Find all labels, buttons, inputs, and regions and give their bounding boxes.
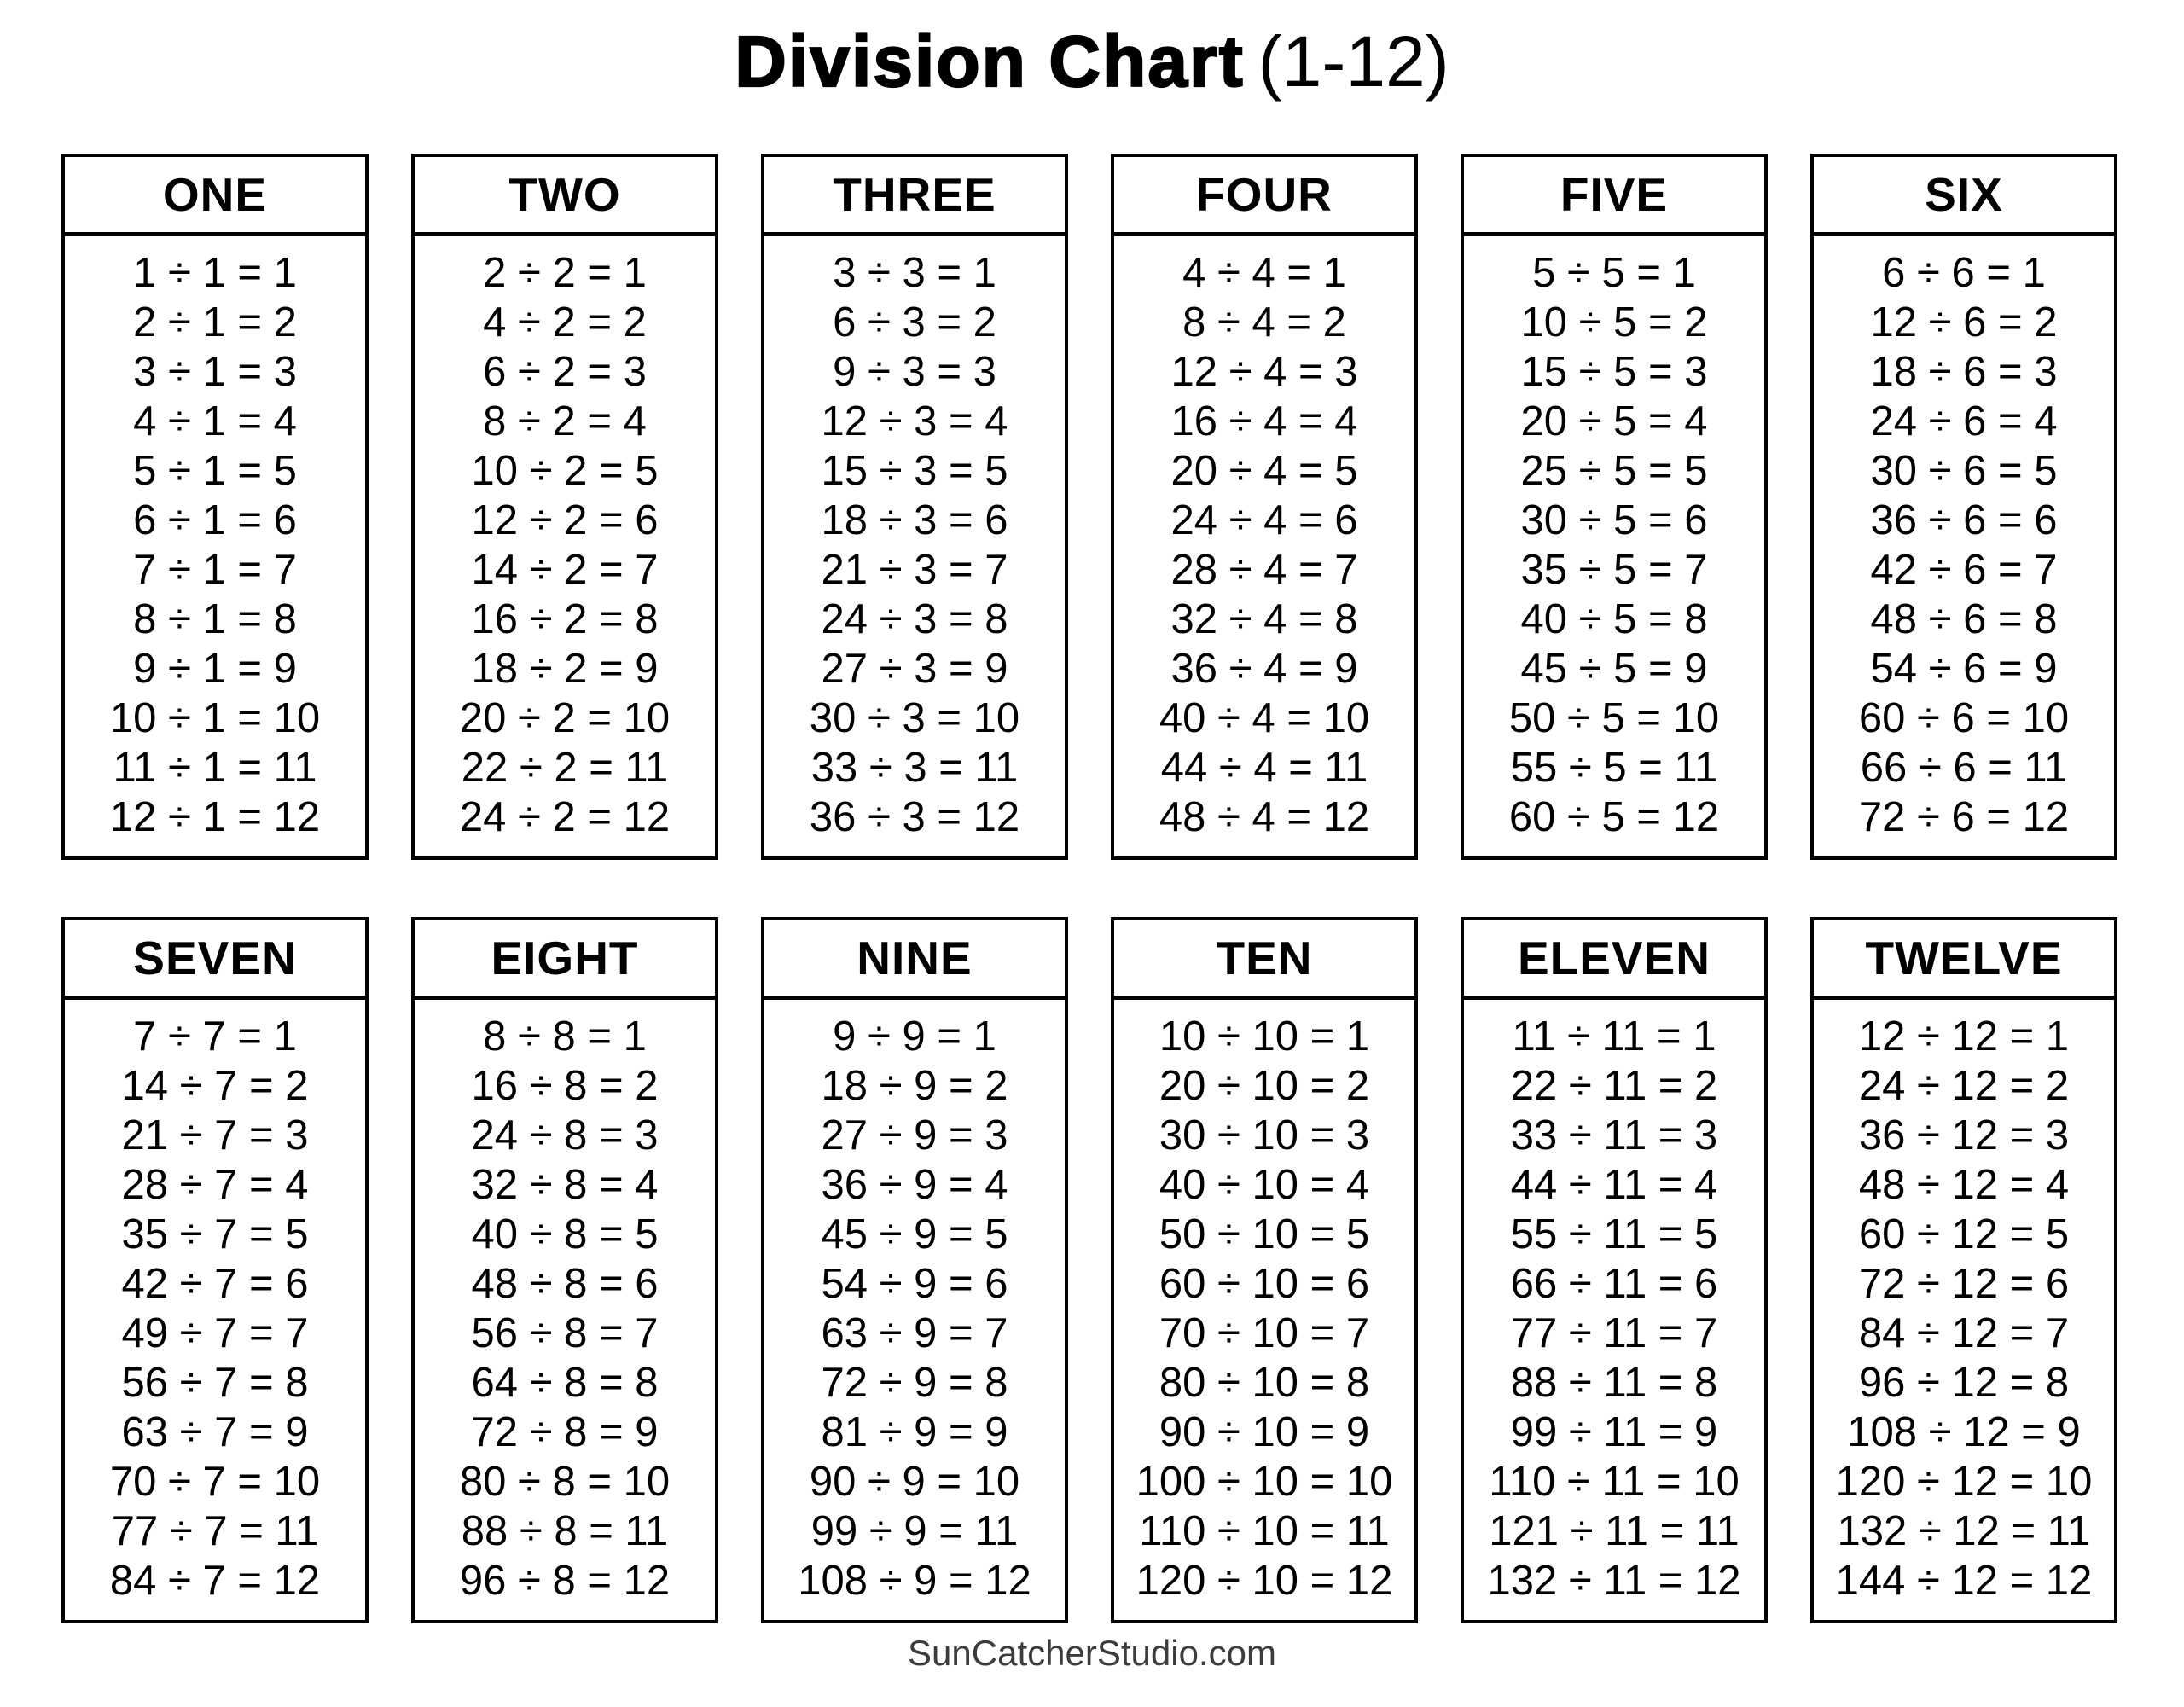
equation-row: 10 ÷ 2 = 5 [471, 448, 659, 494]
equation-row: 24 ÷ 2 = 12 [459, 794, 671, 840]
equation-row: 14 ÷ 7 = 2 [121, 1063, 309, 1109]
table-six-header [1814, 157, 2114, 236]
division-table-eight [411, 917, 718, 1623]
equation-row: 30 ÷ 5 = 6 [1520, 497, 1708, 543]
equation-row: 10 ÷ 1 = 10 [109, 695, 321, 741]
table-twelve-header [1814, 920, 2114, 1000]
page-title-main: Division Chart [735, 21, 1245, 102]
equation-row: 35 ÷ 7 = 5 [121, 1211, 309, 1257]
equation-row: 8 ÷ 8 = 1 [483, 1013, 647, 1060]
equation-row: 6 ÷ 2 = 3 [483, 349, 647, 395]
equation-row: 108 ÷ 12 = 9 [1847, 1409, 2081, 1455]
equation-row: 99 ÷ 9 = 11 [810, 1508, 1019, 1554]
equation-row: 4 ÷ 4 = 1 [1182, 250, 1346, 296]
equation-row: 77 ÷ 11 = 7 [1510, 1310, 1718, 1356]
equation-row: 7 ÷ 1 = 7 [133, 547, 297, 593]
equation-row: 108 ÷ 9 = 12 [798, 1558, 1031, 1604]
equation-row: 84 ÷ 12 = 7 [1858, 1310, 2070, 1356]
equation-row: 63 ÷ 7 = 9 [121, 1409, 309, 1455]
equation-row: 90 ÷ 10 = 9 [1159, 1409, 1370, 1455]
equation-row: 81 ÷ 9 = 9 [821, 1409, 1008, 1455]
equation-row: 4 ÷ 1 = 4 [133, 398, 297, 444]
equation-row: 132 ÷ 12 = 11 [1837, 1508, 2091, 1554]
equation-row: 33 ÷ 3 = 11 [810, 745, 1019, 791]
table-eight-equations [415, 1000, 715, 1620]
equation-row: 56 ÷ 8 = 7 [471, 1310, 659, 1356]
equation-row: 12 ÷ 6 = 2 [1870, 299, 2058, 345]
equation-row: 25 ÷ 5 = 5 [1520, 448, 1708, 494]
table-two-equations [415, 236, 715, 856]
footer [0, 1632, 2184, 1675]
equation-row: 80 ÷ 8 = 10 [459, 1459, 671, 1505]
table-six-title: SIX [1925, 168, 2003, 221]
division-table-seven [61, 917, 369, 1623]
equation-row: 121 ÷ 11 = 11 [1489, 1508, 1740, 1554]
equation-row: 9 ÷ 3 = 3 [833, 349, 996, 395]
equation-row: 2 ÷ 2 = 1 [483, 250, 647, 296]
equation-row: 55 ÷ 5 = 11 [1510, 745, 1718, 791]
equation-row: 18 ÷ 6 = 3 [1870, 349, 2058, 395]
equation-row: 30 ÷ 6 = 5 [1870, 448, 2058, 494]
equation-row: 72 ÷ 6 = 12 [1858, 794, 2070, 840]
equation-row: 44 ÷ 11 = 4 [1510, 1162, 1718, 1208]
equation-row: 48 ÷ 12 = 4 [1858, 1162, 2070, 1208]
equation-row: 72 ÷ 12 = 6 [1858, 1261, 2070, 1307]
equation-row: 50 ÷ 10 = 5 [1159, 1211, 1370, 1257]
equation-row: 28 ÷ 4 = 7 [1170, 547, 1358, 593]
equation-row: 44 ÷ 4 = 11 [1160, 745, 1368, 791]
equation-row: 8 ÷ 1 = 8 [133, 596, 297, 642]
equation-row: 6 ÷ 3 = 2 [833, 299, 996, 345]
equation-row: 6 ÷ 1 = 6 [133, 497, 297, 543]
equation-row: 5 ÷ 1 = 5 [133, 448, 297, 494]
equation-row: 3 ÷ 1 = 3 [133, 349, 297, 395]
equation-row: 12 ÷ 1 = 12 [109, 794, 321, 840]
table-five-title: FIVE [1560, 168, 1669, 221]
division-table-three [761, 154, 1068, 860]
equation-row: 27 ÷ 3 = 9 [821, 646, 1008, 692]
equation-row: 18 ÷ 9 = 2 [821, 1063, 1008, 1109]
equation-row: 16 ÷ 4 = 4 [1170, 398, 1358, 444]
equation-row: 12 ÷ 4 = 3 [1170, 349, 1358, 395]
equation-row: 30 ÷ 3 = 10 [809, 695, 1020, 741]
table-three-header [764, 157, 1065, 236]
table-three-equations [764, 236, 1065, 856]
equation-row: 36 ÷ 3 = 12 [809, 794, 1020, 840]
equation-row: 60 ÷ 6 = 10 [1858, 695, 2070, 741]
equation-row: 60 ÷ 12 = 5 [1858, 1211, 2070, 1257]
equation-row: 3 ÷ 3 = 1 [833, 250, 996, 296]
table-ten-equations [1114, 1000, 1414, 1620]
equation-row: 24 ÷ 4 = 6 [1170, 497, 1358, 543]
tables-grid [0, 154, 2184, 1623]
equation-row: 16 ÷ 8 = 2 [471, 1063, 659, 1109]
table-two-title: TWO [508, 168, 621, 221]
equation-row: 21 ÷ 7 = 3 [121, 1112, 309, 1158]
table-four-equations [1114, 236, 1414, 856]
equation-row: 4 ÷ 2 = 2 [483, 299, 647, 345]
equation-row: 110 ÷ 10 = 11 [1139, 1508, 1390, 1554]
equation-row: 40 ÷ 10 = 4 [1159, 1162, 1370, 1208]
equation-row: 100 ÷ 10 = 10 [1136, 1459, 1393, 1505]
equation-row: 32 ÷ 8 = 4 [471, 1162, 659, 1208]
equation-row: 24 ÷ 8 = 3 [471, 1112, 659, 1158]
equation-row: 11 ÷ 11 = 1 [1512, 1013, 1716, 1060]
table-nine-title: NINE [857, 932, 973, 984]
equation-row: 54 ÷ 9 = 6 [821, 1261, 1008, 1307]
equation-row: 11 ÷ 1 = 11 [113, 745, 317, 791]
table-six-equations [1814, 236, 2114, 856]
equation-row: 60 ÷ 10 = 6 [1159, 1261, 1370, 1307]
equation-row: 48 ÷ 4 = 12 [1159, 794, 1370, 840]
division-table-one [61, 154, 369, 860]
equation-row: 10 ÷ 10 = 1 [1159, 1013, 1370, 1060]
equation-row: 45 ÷ 9 = 5 [821, 1211, 1008, 1257]
page-title-range: (1-12) [1258, 21, 1449, 102]
footer-site-text: SunCatcherStudio.com [908, 1633, 1276, 1673]
equation-row: 56 ÷ 7 = 8 [121, 1360, 309, 1406]
table-nine-equations [764, 1000, 1065, 1620]
equation-row: 66 ÷ 6 = 11 [1860, 745, 2068, 791]
table-ten-title: TEN [1216, 932, 1313, 984]
equation-row: 33 ÷ 11 = 3 [1510, 1112, 1718, 1158]
equation-row: 14 ÷ 2 = 7 [471, 547, 659, 593]
table-eight-header [415, 920, 715, 1000]
table-nine-header [764, 920, 1065, 1000]
equation-row: 144 ÷ 12 = 12 [1835, 1558, 2093, 1604]
equation-row: 42 ÷ 6 = 7 [1870, 547, 2058, 593]
table-twelve-equations [1814, 1000, 2114, 1620]
table-one-title: ONE [162, 168, 268, 221]
equation-row: 99 ÷ 11 = 9 [1510, 1409, 1718, 1455]
division-table-nine [761, 917, 1068, 1623]
table-three-title: THREE [833, 168, 996, 221]
equation-row: 20 ÷ 2 = 10 [459, 695, 671, 741]
equation-row: 15 ÷ 3 = 5 [821, 448, 1008, 494]
table-ten-header [1114, 920, 1414, 1000]
equation-row: 18 ÷ 3 = 6 [821, 497, 1008, 543]
division-table-five [1461, 154, 1768, 860]
equation-row: 7 ÷ 7 = 1 [133, 1013, 297, 1060]
equation-row: 12 ÷ 2 = 6 [471, 497, 659, 543]
table-two-header [415, 157, 715, 236]
equation-row: 10 ÷ 5 = 2 [1520, 299, 1708, 345]
equation-row: 90 ÷ 9 = 10 [809, 1459, 1020, 1505]
equation-row: 20 ÷ 4 = 5 [1170, 448, 1358, 494]
equation-row: 12 ÷ 12 = 1 [1858, 1013, 2070, 1060]
equation-row: 63 ÷ 9 = 7 [821, 1310, 1008, 1356]
equation-row: 36 ÷ 12 = 3 [1858, 1112, 2070, 1158]
equation-row: 42 ÷ 7 = 6 [121, 1261, 309, 1307]
table-eight-title: EIGHT [491, 932, 639, 984]
equation-row: 18 ÷ 2 = 9 [471, 646, 659, 692]
equation-row: 70 ÷ 10 = 7 [1159, 1310, 1370, 1356]
equation-row: 88 ÷ 11 = 8 [1510, 1360, 1718, 1406]
equation-row: 16 ÷ 2 = 8 [471, 596, 659, 642]
equation-row: 60 ÷ 5 = 12 [1508, 794, 1720, 840]
table-eleven-equations [1464, 1000, 1764, 1620]
equation-row: 28 ÷ 7 = 4 [121, 1162, 309, 1208]
table-eleven-header [1464, 920, 1764, 1000]
equation-row: 8 ÷ 4 = 2 [1182, 299, 1346, 345]
equation-row: 45 ÷ 5 = 9 [1520, 646, 1708, 692]
equation-row: 48 ÷ 6 = 8 [1870, 596, 2058, 642]
equation-row: 32 ÷ 4 = 8 [1170, 596, 1358, 642]
equation-row: 35 ÷ 5 = 7 [1520, 547, 1708, 593]
division-table-eleven [1461, 917, 1768, 1623]
equation-row: 72 ÷ 8 = 9 [471, 1409, 659, 1455]
equation-row: 55 ÷ 11 = 5 [1510, 1211, 1718, 1257]
table-five-equations [1464, 236, 1764, 856]
equation-row: 54 ÷ 6 = 9 [1870, 646, 2058, 692]
equation-row: 132 ÷ 11 = 12 [1487, 1558, 1741, 1604]
table-four-title: FOUR [1196, 168, 1333, 221]
equation-row: 24 ÷ 12 = 2 [1858, 1063, 2070, 1109]
table-seven-equations [65, 1000, 365, 1620]
table-seven-title: SEVEN [133, 932, 297, 984]
table-twelve-title: TWELVE [1865, 932, 2063, 984]
equation-row: 24 ÷ 6 = 4 [1870, 398, 2058, 444]
equation-row: 84 ÷ 7 = 12 [109, 1558, 321, 1604]
equation-row: 27 ÷ 9 = 3 [821, 1112, 1008, 1158]
equation-row: 40 ÷ 8 = 5 [471, 1211, 659, 1257]
division-table-ten [1111, 917, 1418, 1623]
table-one-equations [65, 236, 365, 856]
equation-row: 2 ÷ 1 = 2 [133, 299, 297, 345]
equation-row: 40 ÷ 5 = 8 [1520, 596, 1708, 642]
table-four-header [1114, 157, 1414, 236]
equation-row: 9 ÷ 9 = 1 [833, 1013, 996, 1060]
equation-row: 20 ÷ 5 = 4 [1520, 398, 1708, 444]
equation-row: 96 ÷ 12 = 8 [1858, 1360, 2070, 1406]
equation-row: 110 ÷ 11 = 10 [1489, 1459, 1740, 1505]
division-chart-page [0, 21, 2184, 1675]
equation-row: 1 ÷ 1 = 1 [133, 250, 297, 296]
equation-row: 15 ÷ 5 = 3 [1520, 349, 1708, 395]
equation-row: 21 ÷ 3 = 7 [821, 547, 1008, 593]
table-five-header [1464, 157, 1764, 236]
equation-row: 36 ÷ 6 = 6 [1870, 497, 2058, 543]
division-table-twelve [1810, 917, 2117, 1623]
equation-row: 36 ÷ 4 = 9 [1170, 646, 1358, 692]
division-table-six [1810, 154, 2117, 860]
equation-row: 77 ÷ 7 = 11 [111, 1508, 319, 1554]
equation-row: 96 ÷ 8 = 12 [459, 1558, 671, 1604]
division-table-four [1111, 154, 1418, 860]
equation-row: 22 ÷ 2 = 11 [461, 745, 669, 791]
table-seven-header [65, 920, 365, 1000]
equation-row: 70 ÷ 7 = 10 [109, 1459, 321, 1505]
equation-row: 48 ÷ 8 = 6 [471, 1261, 659, 1307]
equation-row: 22 ÷ 11 = 2 [1510, 1063, 1718, 1109]
equation-row: 12 ÷ 3 = 4 [821, 398, 1008, 444]
equation-row: 64 ÷ 8 = 8 [471, 1360, 659, 1406]
equation-row: 36 ÷ 9 = 4 [821, 1162, 1008, 1208]
equation-row: 9 ÷ 1 = 9 [133, 646, 297, 692]
equation-row: 66 ÷ 11 = 6 [1510, 1261, 1718, 1307]
equation-row: 5 ÷ 5 = 1 [1532, 250, 1696, 296]
table-one-header [65, 157, 365, 236]
equation-row: 8 ÷ 2 = 4 [483, 398, 647, 444]
page-title [0, 21, 2184, 102]
equation-row: 6 ÷ 6 = 1 [1882, 250, 2046, 296]
equation-row: 80 ÷ 10 = 8 [1159, 1360, 1370, 1406]
table-eleven-title: ELEVEN [1517, 932, 1711, 984]
equation-row: 30 ÷ 10 = 3 [1159, 1112, 1370, 1158]
equation-row: 20 ÷ 10 = 2 [1159, 1063, 1370, 1109]
equation-row: 40 ÷ 4 = 10 [1159, 695, 1370, 741]
equation-row: 120 ÷ 10 = 12 [1136, 1558, 1393, 1604]
division-table-two [411, 154, 718, 860]
equation-row: 49 ÷ 7 = 7 [121, 1310, 309, 1356]
equation-row: 24 ÷ 3 = 8 [821, 596, 1008, 642]
equation-row: 72 ÷ 9 = 8 [821, 1360, 1008, 1406]
equation-row: 88 ÷ 8 = 11 [461, 1508, 669, 1554]
equation-row: 120 ÷ 12 = 10 [1835, 1459, 2093, 1505]
equation-row: 50 ÷ 5 = 10 [1508, 695, 1720, 741]
